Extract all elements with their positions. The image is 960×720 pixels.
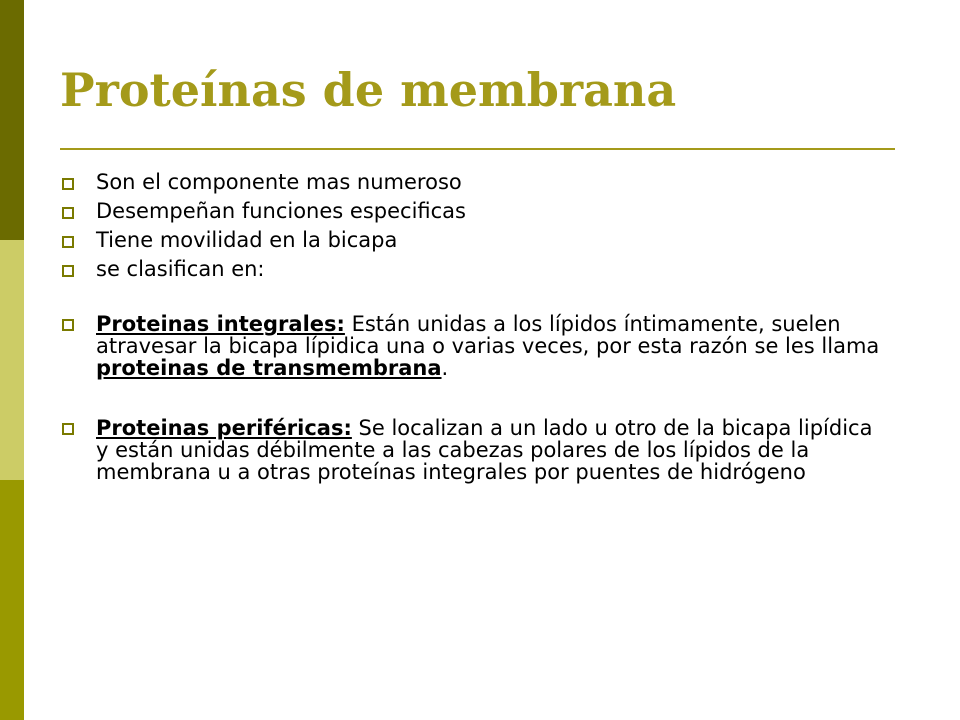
square-bullet-icon — [62, 265, 74, 277]
bullet-item — [60, 255, 890, 284]
spacer — [60, 284, 890, 313]
slide-title: Proteínas de membrana — [60, 63, 677, 117]
square-bullet-icon — [62, 178, 74, 190]
term-transmembrana: proteinas de transmembrana — [96, 356, 442, 380]
bullet-text: Tiene movilidad en la bicapa — [96, 228, 398, 252]
sidebar-accent — [0, 0, 24, 720]
square-bullet-icon — [62, 236, 74, 248]
square-bullet-icon — [62, 319, 74, 331]
bullet-text: se clasifican en: — [96, 257, 265, 281]
bullet-text: Desempeñan funciones especificas — [96, 199, 466, 223]
square-bullet-icon — [62, 423, 74, 435]
term-perifericas: Proteinas periféricas: — [96, 416, 352, 440]
bullet-list — [60, 168, 890, 483]
sidebar-segment-bottom — [0, 480, 24, 720]
bullet-item-perifericas — [60, 417, 890, 483]
sidebar-segment-middle — [0, 240, 24, 480]
spacer — [60, 379, 890, 417]
bullet-item — [60, 226, 890, 255]
bullet-item — [60, 168, 890, 197]
bullet-item — [60, 197, 890, 226]
perifericas-text: Se localizan a un lado u otro de la bicapa lipídica y están unidas débilmente a las cabezas polares de los lípidos de la membrana u a otras proteínas integrales por puentes de hidrógeno — [96, 416, 873, 484]
integrales-end: . — [441, 356, 449, 380]
integrales-text: Están unidas a los lípidos íntimamente, suelen atravesar la bicapa lípidica una o varias veces, por esta razón se les llama — [96, 312, 880, 358]
title-divider — [60, 148, 895, 150]
term-integrales: Proteinas integrales: — [96, 312, 345, 336]
bullet-item-integrales — [60, 313, 890, 379]
square-bullet-icon — [62, 207, 74, 219]
sidebar-segment-top — [0, 0, 24, 240]
bullet-text: Son el componente mas numeroso — [96, 170, 462, 194]
